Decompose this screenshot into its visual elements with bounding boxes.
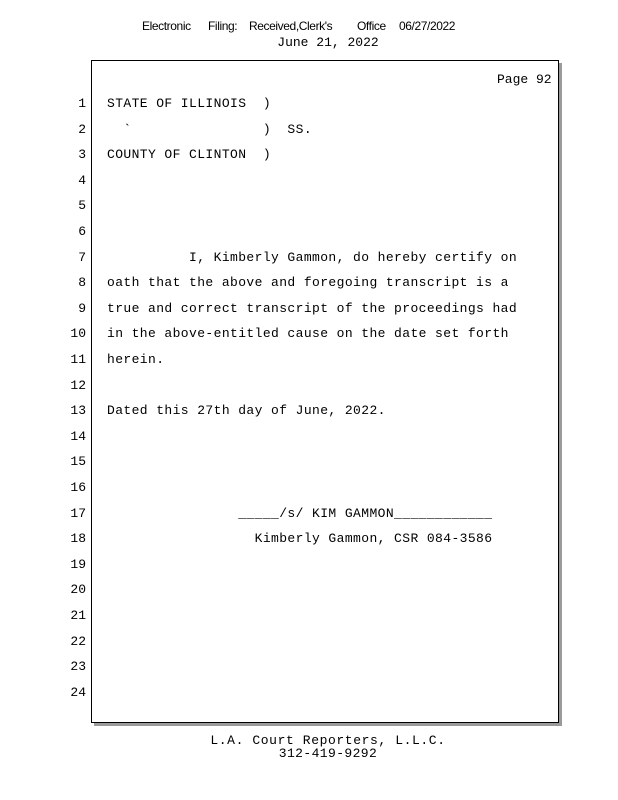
- footer-firm-name: L.A. Court Reporters, L.L.C.: [210, 733, 446, 748]
- filing-stamp-part: Received,Clerk's: [249, 19, 333, 33]
- line-number: 3: [78, 147, 86, 162]
- line-text: oath that the above and foregoing transcript is a: [107, 275, 509, 290]
- line-number: 10: [70, 326, 86, 341]
- line-text: STATE OF ILLINOIS ): [107, 96, 272, 111]
- line-number: 4: [78, 173, 86, 188]
- filing-stamp-part: Electronic: [142, 19, 191, 33]
- line-number: 15: [70, 454, 86, 469]
- hearing-date: June 21, 2022: [277, 35, 379, 50]
- line-number: 11: [70, 352, 86, 367]
- line-text: Kimberly Gammon, CSR 084-3586: [107, 531, 493, 546]
- line-number: 6: [78, 224, 86, 239]
- line-number: 1: [78, 96, 86, 111]
- line-number: 22: [70, 634, 86, 649]
- line-text: ` ) SS.: [107, 122, 313, 137]
- line-number: 23: [70, 659, 86, 674]
- line-number: 5: [78, 198, 86, 213]
- line-text: in the above-entitled cause on the date set forth: [107, 326, 509, 341]
- line-number: 17: [70, 506, 86, 521]
- line-number: 2: [78, 122, 86, 137]
- line-number: 12: [70, 378, 86, 393]
- line-number: 14: [70, 429, 86, 444]
- line-text: I, Kimberly Gammon, do hereby certify on: [107, 250, 518, 265]
- line-text: _____/s/ KIM GAMMON____________: [107, 506, 493, 521]
- filing-stamp-date: 06/27/2022: [399, 19, 456, 33]
- filing-stamp-part: Filing:: [208, 19, 238, 33]
- line-number: 19: [70, 557, 86, 572]
- line-number: 9: [78, 301, 86, 316]
- line-number: 21: [70, 608, 86, 623]
- line-number: 7: [78, 250, 86, 265]
- line-number: 13: [70, 403, 86, 418]
- filing-stamp-part: Office: [357, 19, 386, 33]
- line-text: COUNTY OF CLINTON ): [107, 147, 272, 162]
- footer-phone: 312-419-9292: [278, 746, 378, 761]
- line-text: herein.: [107, 352, 165, 367]
- line-number: 20: [70, 582, 86, 597]
- page-number: Page 92: [497, 72, 552, 87]
- line-text: Dated this 27th day of June, 2022.: [107, 403, 386, 418]
- line-number: 18: [70, 531, 86, 546]
- line-number: 16: [70, 480, 86, 495]
- line-number: 8: [78, 275, 86, 290]
- line-number: 24: [70, 685, 86, 700]
- line-text: true and correct transcript of the proceedings had: [107, 301, 518, 316]
